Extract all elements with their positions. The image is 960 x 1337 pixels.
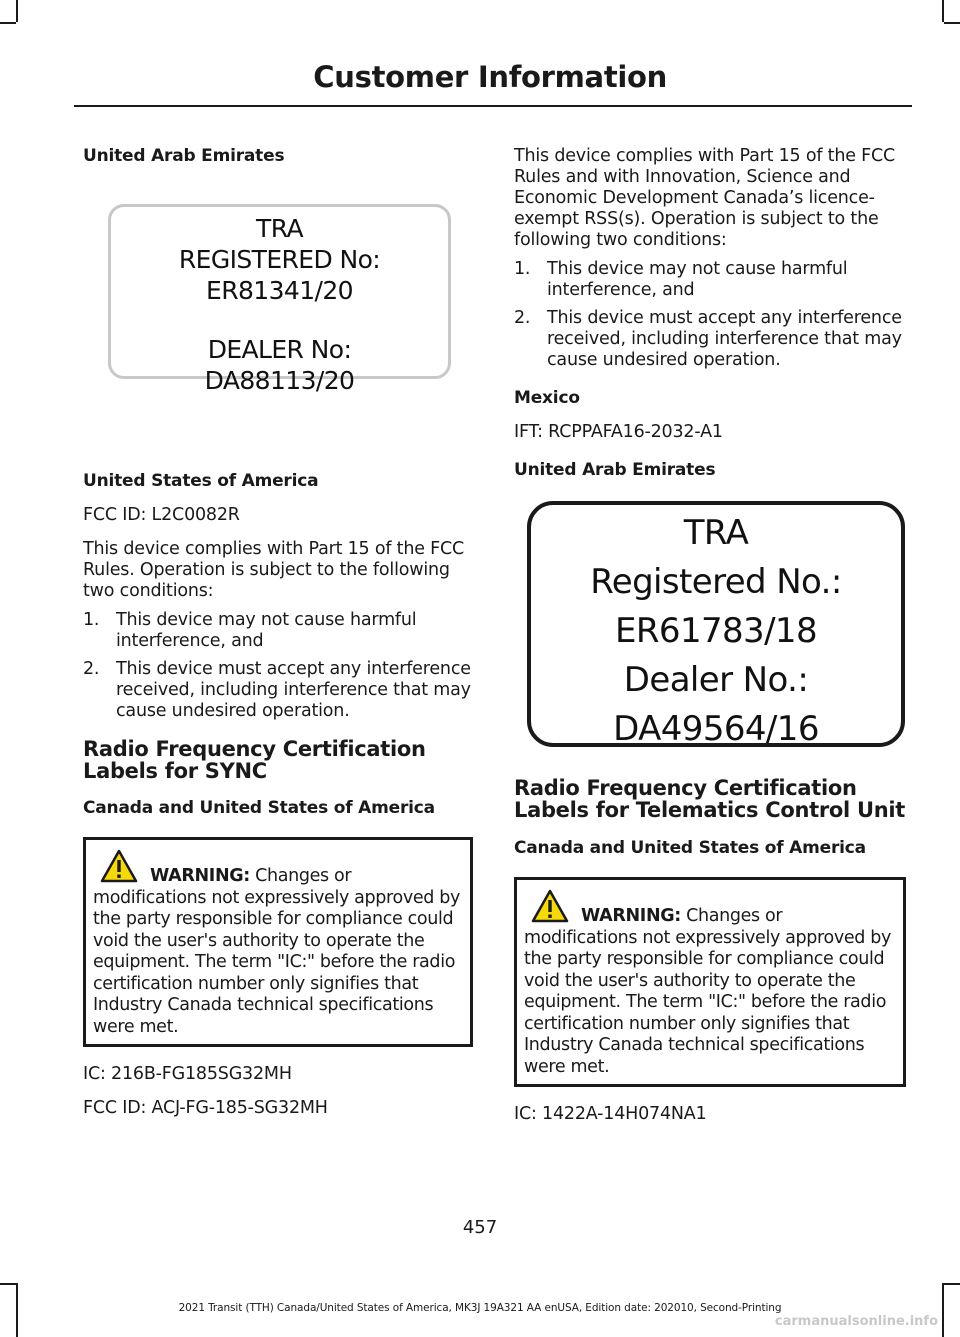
tra-label-line: Registered No.:: [590, 562, 842, 602]
mexico-heading: Mexico: [514, 388, 580, 408]
warning-triangle-icon: [100, 849, 138, 883]
conditions-list: [83, 610, 475, 722]
tra-label-line: ER61783/18: [615, 611, 817, 651]
canada-usa-heading: Canada and United States of America: [514, 838, 866, 858]
list-number: 1.: [514, 259, 531, 279]
tra-label-line: TRA: [683, 513, 749, 553]
tra-label-line: REGISTERED No:: [178, 245, 381, 274]
sync-heading: Radio Frequency Certification Labels for SYNC: [83, 737, 426, 783]
crop-mark: [0, 1283, 16, 1285]
list-item: [83, 610, 475, 652]
tra-label-line: DA88113/20: [204, 366, 355, 395]
crop-mark: [942, 0, 944, 22]
fcc-id: FCC ID: L2C0082R: [83, 505, 240, 525]
tra-label-line: Dealer No.:: [623, 660, 809, 700]
list-item: [83, 659, 475, 722]
list-item: [514, 259, 908, 301]
crop-mark: [16, 0, 18, 22]
warning-label: WARNING:: [150, 866, 250, 886]
canada-usa-heading: Canada and United States of America: [83, 798, 435, 818]
watermark: carmanualsonline.info: [774, 1314, 938, 1329]
edition-line: 2021 Transit (TTH) Canada/United States of America, MK3J 19A321 AA enUSA, Edition date: 202010, Second-Printing: [178, 1302, 782, 1314]
fcc-id: FCC ID: ACJ-FG-185-SG32MH: [83, 1098, 328, 1118]
page-number: 457: [462, 1217, 498, 1238]
usa-paragraph: This device complies with Part 15 of the FCC Rules. Operation is subject to the following two conditions:: [83, 539, 465, 601]
intro-paragraph: This device complies with Part 15 of the FCC Rules and with Innovation, Science and Economic Development Canada’s licence-exempt RSS(s). Operation is subject to the following two conditions:: [514, 146, 896, 250]
warning-text: Changes or modifications not expressively approved by the party responsible for compliance could void the user's authority to operate the equipment. The term "IC:" before the radio certification number only signifies that Industry Canada technical specifications were met.: [93, 866, 461, 1037]
tra-label-line: DEALER No:: [207, 335, 352, 364]
uae-heading: United Arab Emirates: [514, 460, 716, 480]
page-title: Customer Information: [313, 60, 667, 94]
warning-triangle-icon: [531, 889, 569, 923]
list-number: 2.: [514, 308, 531, 328]
tra-label-image: [108, 204, 451, 395]
crop-mark: [0, 22, 16, 24]
crop-mark: [944, 1283, 960, 1285]
list-text: This device may not cause harmful interference, and: [116, 610, 417, 651]
tra-label-image: [527, 501, 905, 747]
right-column: [514, 146, 908, 1125]
warning-box: [83, 837, 473, 1047]
warning-box: [514, 877, 906, 1087]
tra-label-line: DA49564/16: [613, 709, 819, 749]
ic-number: IC: 1422A-14H074NA1: [514, 1104, 707, 1124]
usa-heading: United States of America: [83, 471, 319, 491]
list-text: This device must accept any interference received, including interference that may cause undesired operation.: [547, 308, 902, 370]
warning-text: Changes or modifications not expressively approved by the party responsible for compliance could void the user's authority to operate the equipment. The term "IC:" before the radio certification number only signifies that Industry Canada technical specifications were met.: [524, 906, 892, 1077]
left-column: [83, 146, 475, 1119]
list-item: [514, 308, 908, 371]
crop-mark: [944, 22, 960, 24]
tra-label-line: ER81341/20: [206, 276, 353, 305]
list-number: 2.: [83, 659, 100, 679]
tcu-heading: Radio Frequency Certification Labels for Telematics Control Unit: [514, 776, 905, 822]
list-text: This device must accept any interference received, including interference that may cause undesired operation.: [116, 659, 471, 721]
uae-heading: United Arab Emirates: [83, 146, 285, 166]
ift-number: IFT: RCPPAFA16-2032-A1: [514, 422, 723, 442]
warning-label: WARNING:: [581, 906, 681, 926]
tra-label-line: TRA: [256, 214, 303, 243]
list-number: 1.: [83, 610, 100, 630]
header-divider: [74, 105, 912, 107]
ic-number: IC: 216B-FG185SG32MH: [83, 1064, 292, 1084]
list-text: This device may not cause harmful interference, and: [547, 259, 848, 300]
conditions-list: [514, 259, 908, 371]
